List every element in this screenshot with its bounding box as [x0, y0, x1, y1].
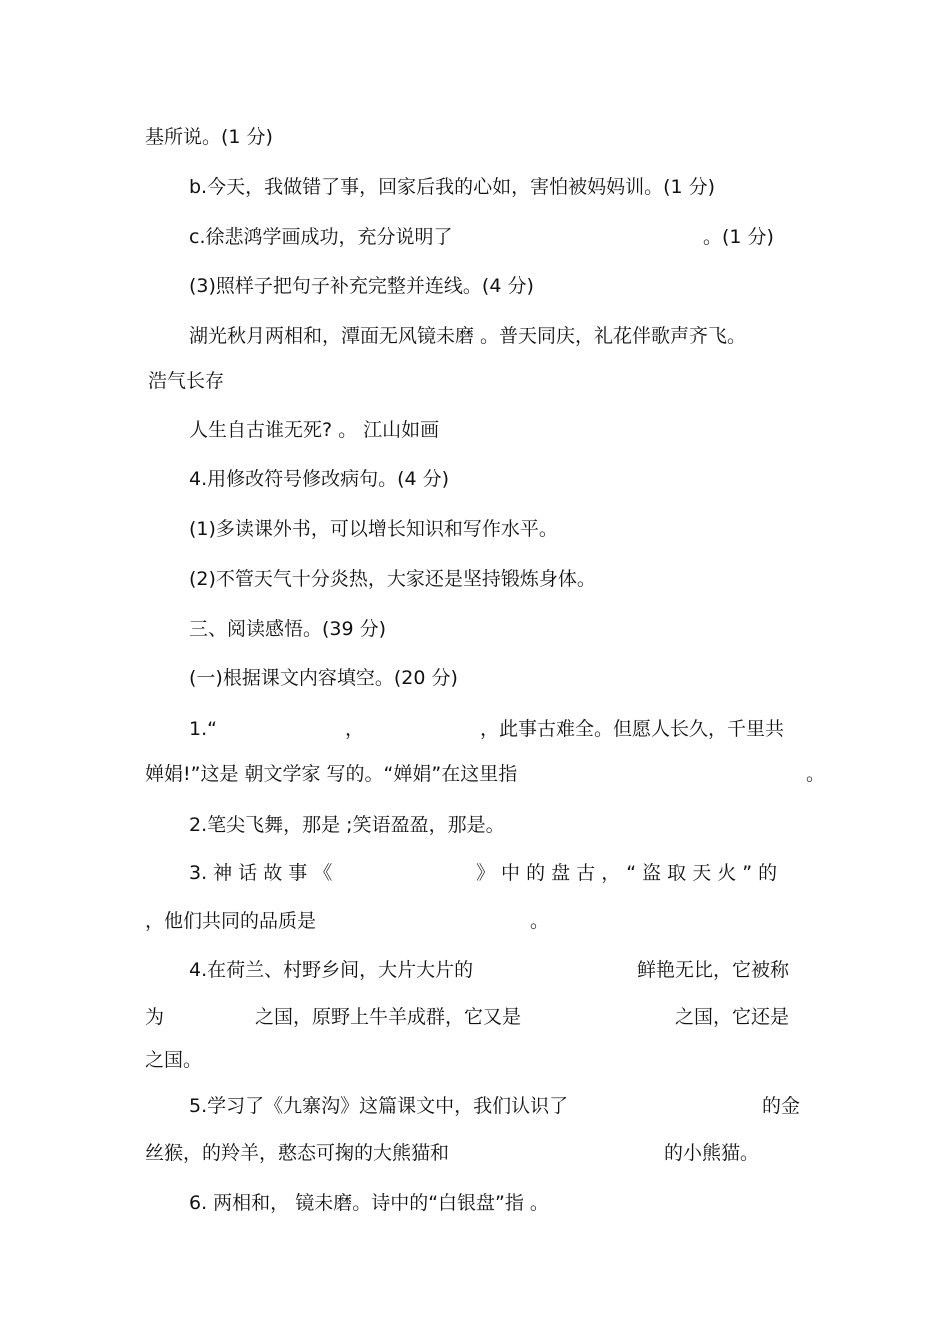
text-line: 浩气长存	[148, 370, 225, 392]
text-line: 之国，它还是	[675, 1006, 790, 1028]
text-line: ，此事古难全。但愿人长久，千里共	[480, 718, 785, 740]
text-line: 的金	[762, 1095, 801, 1117]
subsection-heading: (一)根据课文内容填空。(20 分)	[189, 667, 458, 689]
text-line: 》 中 的 盘 古 ， “ 盗 取 天 火 ” 的	[476, 862, 778, 884]
text-line: 婵娟!”这是 朝文学家 写的。“婵娟”在这里指	[145, 763, 518, 785]
text-line: ，	[345, 718, 365, 740]
text-line: 基所说。(1 分)	[145, 126, 273, 148]
text-line: 4.用修改符号修改病句。(4 分)	[189, 468, 450, 490]
text-line: 3. 神 话 故 事 《	[189, 862, 333, 884]
text-line: b.今天，我做错了事，回家后我的心如，害怕被妈妈训。(1 分)	[189, 176, 716, 198]
text-line: (1)多读课外书，可以增长知识和写作水平。	[189, 518, 558, 540]
text-line: 。	[530, 910, 550, 932]
text-line: (2)不管天气十分炎热，大家还是坚持锻炼身体。	[189, 568, 596, 590]
text-line: 人生自古谁无死? 。 江山如画	[189, 419, 440, 441]
text-line: 4.在荷兰、村野乡间，大片大片的	[189, 959, 474, 981]
text-line: 6. 两相和， 镜未磨。诗中的“白银盘”指 。	[189, 1192, 549, 1214]
text-line: 。(1 分)	[703, 226, 774, 248]
text-line: 湖光秋月两相和，潭面无风镜未磨 。普天同庆，礼花伴歌声齐飞。	[189, 325, 747, 347]
text-line: c.徐悲鸿学画成功，充分说明了	[189, 226, 453, 248]
text-line: 1.“	[189, 718, 217, 740]
text-line: 。	[806, 763, 826, 785]
text-line: 丝猴，的羚羊，憨态可掬的大熊猫和	[145, 1142, 450, 1164]
text-line: 之国。	[145, 1049, 203, 1071]
text-line: 5.学习了《九寨沟》这篇课文中，我们认识了	[189, 1095, 569, 1117]
section-heading: 三、阅读感悟。(39 分)	[189, 618, 387, 640]
text-line: 的小熊猫。	[664, 1142, 760, 1164]
text-line: ，他们共同的品质是	[145, 910, 317, 932]
text-line: 之国，原野上牛羊成群，它又是	[255, 1006, 522, 1028]
text-line: (3)照样子把句子补充完整并连线。(4 分)	[189, 275, 534, 297]
text-line: 2.笔尖飞舞，那是 ;笑语盈盈，那是。	[189, 814, 505, 836]
text-line: 为	[145, 1006, 165, 1028]
text-line: 鲜艳无比，它被称	[637, 959, 790, 981]
